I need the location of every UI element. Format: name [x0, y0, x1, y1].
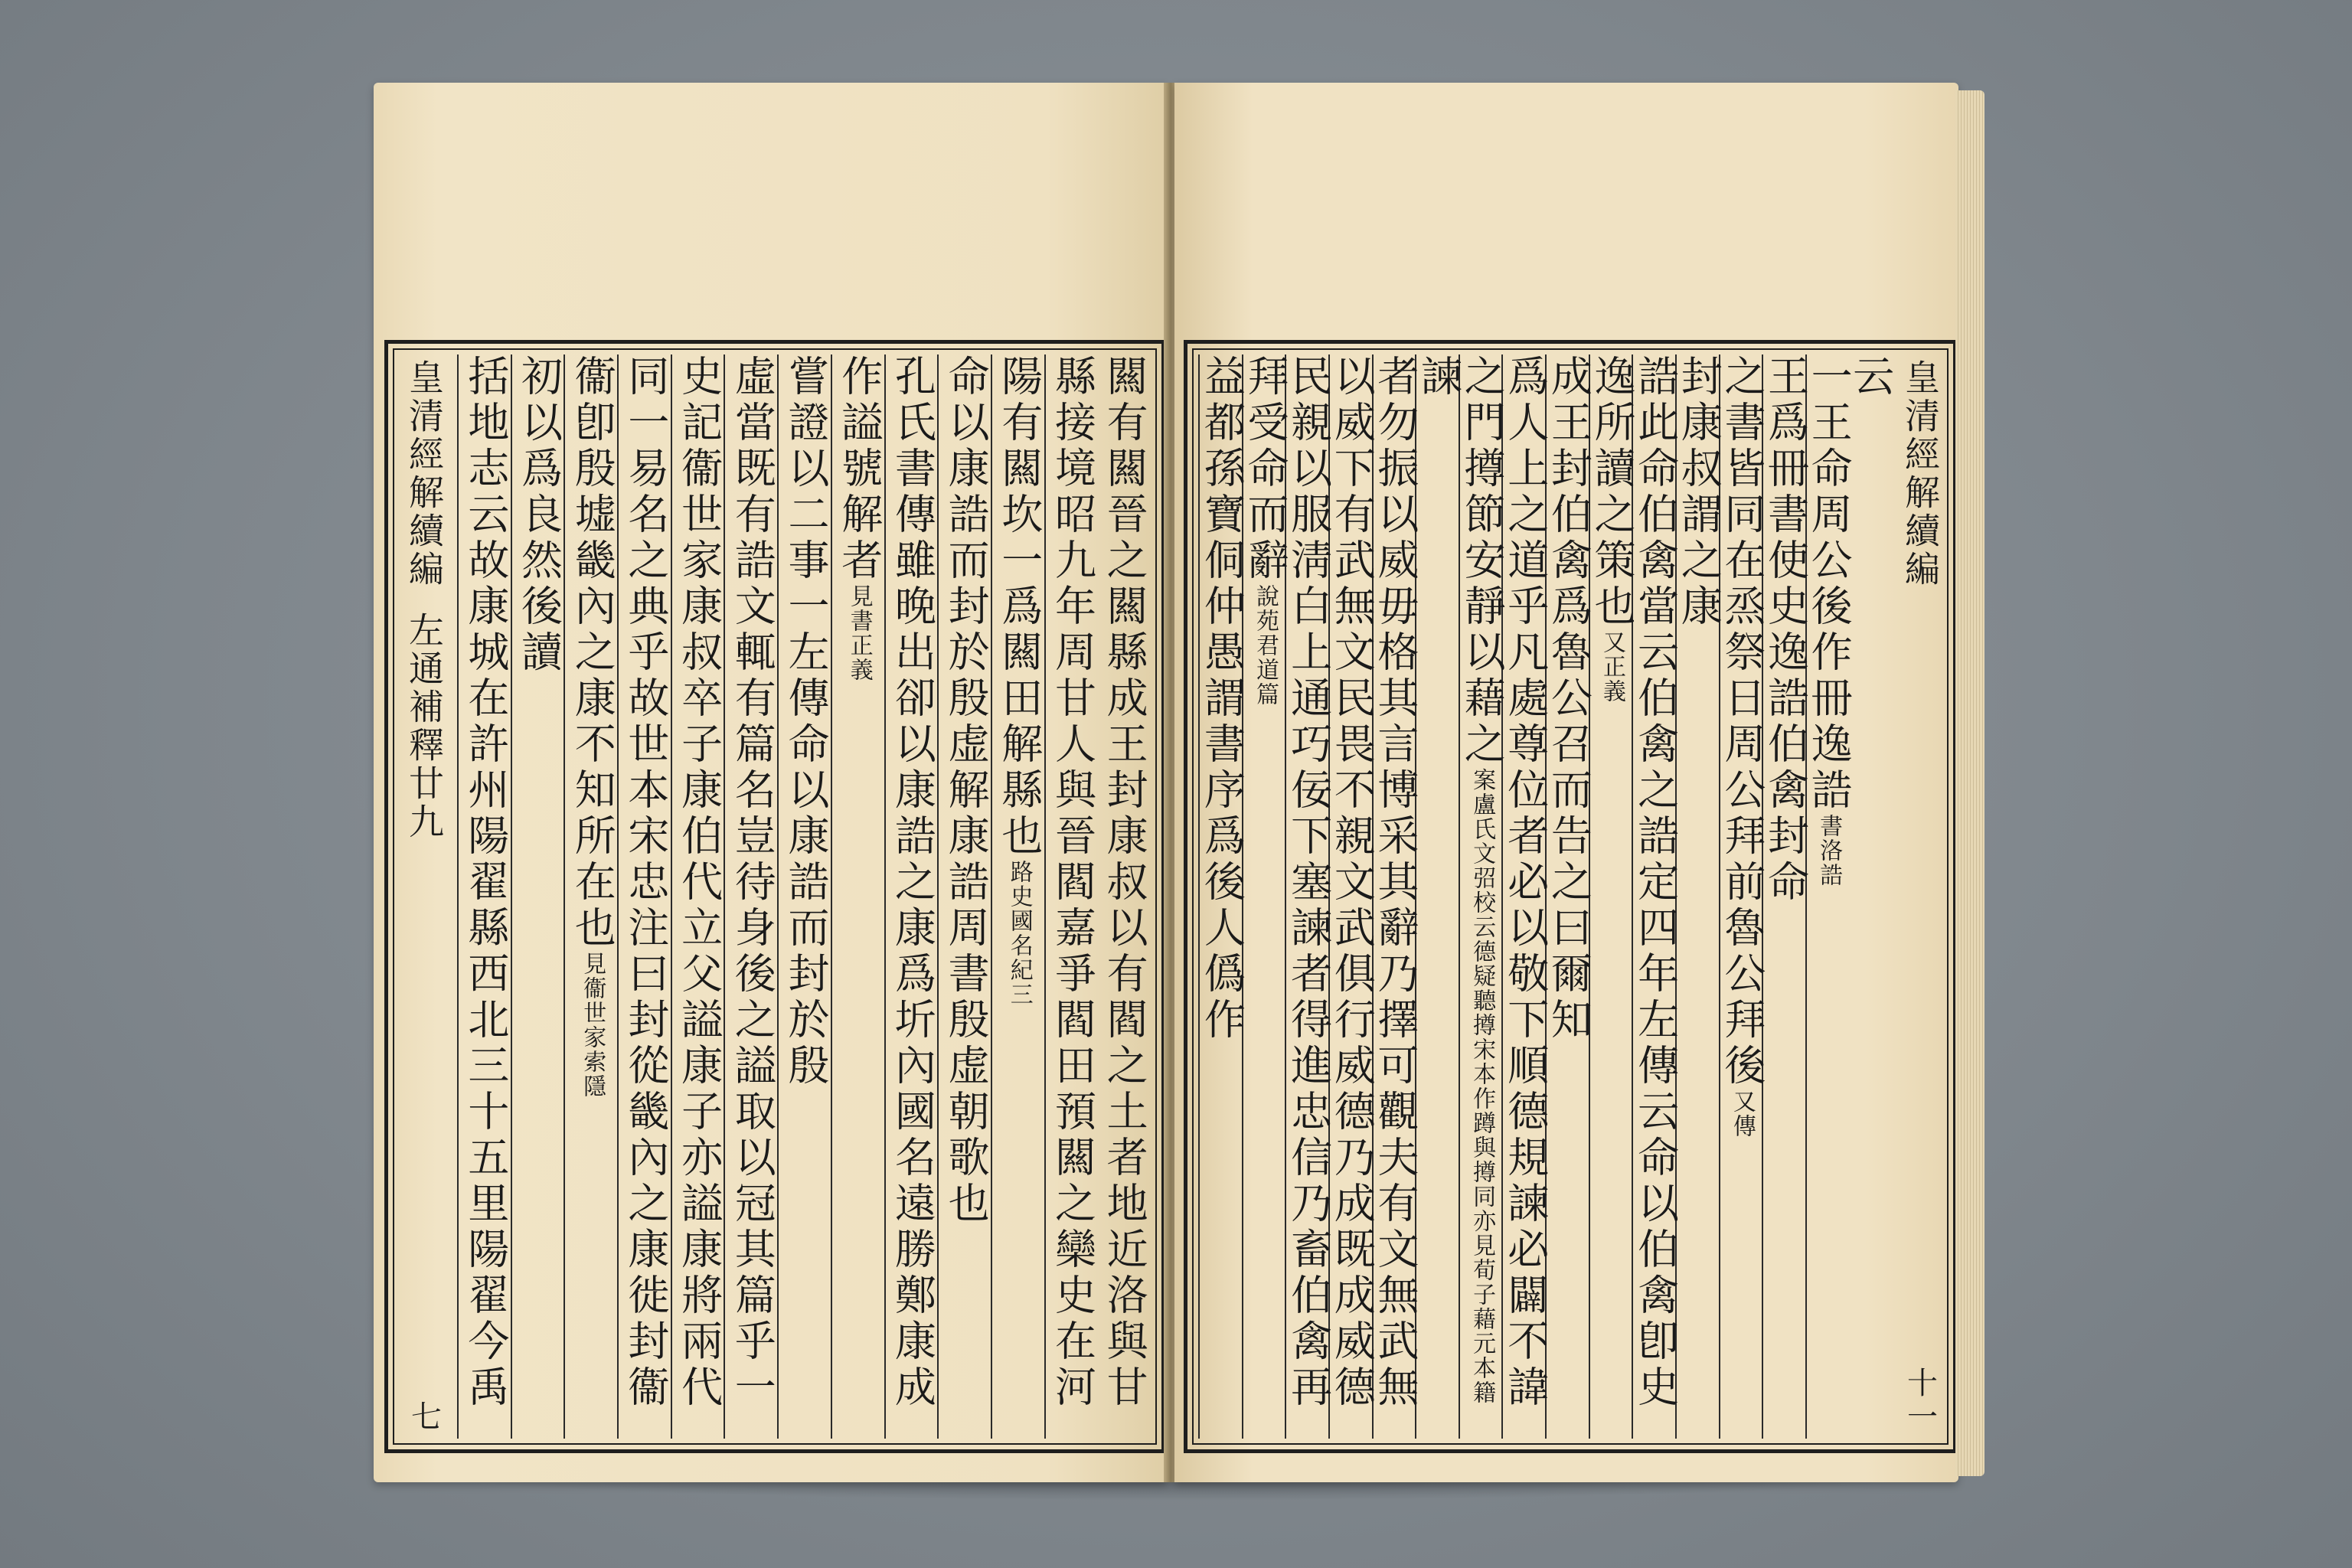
text-column [1631, 354, 1680, 1439]
column-text: 益都孫寶侗仲愚謂書序爲後人僞作 [1197, 354, 1246, 1044]
text-column [724, 354, 779, 1439]
text-column [1846, 354, 1895, 1439]
text-column [1501, 354, 1550, 1439]
column-text: 之門撙節安靜以藉之 [1458, 354, 1507, 768]
column-text: 云 [1846, 354, 1895, 400]
page-edges [1955, 90, 1984, 1476]
column-text: 誥此命伯禽當云伯禽之誥定四年左傳云命以伯禽卽史 [1631, 354, 1680, 1411]
left-banner-subtitle: 左通補釋廿九 [403, 612, 445, 841]
text-column [1719, 354, 1764, 1439]
right-banner [1895, 359, 1945, 1434]
text-column [1372, 354, 1417, 1439]
right-banner-title: 皇清經解續編 [1900, 359, 1941, 589]
text-column [1544, 354, 1593, 1439]
column-text: 命以康誥而封於殷虚解康誥周書殷虚朝歌也 [942, 354, 991, 1227]
text-column [1458, 354, 1507, 1439]
text-column [1805, 354, 1854, 1439]
column-text: 者勿振以威毋格其言博采其辭乃擇可觀夫有文無武無 [1370, 354, 1419, 1411]
column-text: 括地志云故康城在許州陽翟縣西北三十五里陽翟今禹 [461, 354, 510, 1411]
column-annotation: 又正義 [1598, 630, 1625, 704]
text-column [1242, 354, 1287, 1439]
left-page-number: 七 [406, 1400, 442, 1434]
text-column [564, 354, 619, 1439]
column-text: 孔氏書傳雖晚出卻以康誥之康爲圻內國名遠勝鄭康成 [888, 354, 937, 1411]
text-column [671, 354, 726, 1439]
column-text: 嘗證以二事一左傳命以康誥而封於殷 [781, 354, 830, 1089]
left-page [374, 83, 1167, 1482]
left-banner [399, 359, 449, 1434]
text-column [457, 354, 512, 1439]
text-column [511, 354, 566, 1439]
open-book [374, 83, 1984, 1482]
text-column [831, 354, 886, 1439]
right-page [1174, 83, 1958, 1482]
left-columns [457, 344, 1151, 1449]
text-column [1674, 354, 1723, 1439]
text-column [1197, 354, 1246, 1439]
column-text: 以威下有武無文民畏不親文武俱行威德乃成既成威德 [1328, 354, 1377, 1411]
text-column [1044, 354, 1099, 1439]
column-text: 同一易名之典乎故世本宋忠注曰封從畿內之康徙封衞 [621, 354, 670, 1411]
column-annotation: 說苑君道篇 [1251, 584, 1279, 707]
text-column [991, 354, 1046, 1439]
column-annotation: 案盧氏文弨校云德疑聽撙宋本作蹲與撙同亦見荀子藉元本籍 [1468, 768, 1496, 1405]
column-text: 闗有闗晉之闗縣成王封康叔以有閻之土者地近洛與甘 [1100, 354, 1149, 1411]
text-column [1589, 354, 1634, 1439]
column-text: 諫 [1414, 354, 1463, 400]
column-annotation: 路史國名紀三 [1005, 860, 1033, 1007]
column-text: 衞卽殷墟畿內之康不知所在也 [568, 354, 617, 952]
text-column [1761, 354, 1810, 1439]
text-column [937, 354, 992, 1439]
column-text: 之書皆同在烝祭日周公拜前魯公拜後 [1717, 354, 1766, 1089]
column-text: 拜受命而辭 [1240, 354, 1289, 584]
column-text: 史記衞世家康叔卒子康伯代立父謚康子亦謚康將兩代 [675, 354, 724, 1411]
left-text-frame [384, 340, 1165, 1453]
column-annotation: 見書正義 [845, 584, 873, 682]
right-columns [1197, 344, 1895, 1449]
column-text: 逸所讀之策也 [1587, 354, 1636, 630]
text-column [617, 354, 672, 1439]
column-text: 一王命周公後作冊逸誥 [1805, 354, 1854, 814]
text-column [884, 354, 939, 1439]
column-text: 陽有闗坎一爲闗田解縣也 [995, 354, 1044, 860]
right-text-frame [1184, 340, 1957, 1453]
left-banner-title: 皇清經解續編 [403, 359, 445, 589]
text-column [1328, 354, 1377, 1439]
column-text: 縣接境昭九年周甘人與晉閻嘉爭閻田預闗之欒史在河 [1048, 354, 1097, 1411]
text-column [1097, 354, 1151, 1439]
column-text: 初以爲良然後讀 [514, 354, 564, 676]
column-text: 作謚號解者 [835, 354, 884, 584]
column-annotation: 見衞世家索隱 [579, 952, 606, 1099]
column-text: 爲人上之道乎凡處尊位者必以敬下順德規諫必闢不諱 [1501, 354, 1550, 1411]
column-text: 王爲冊書使史逸誥伯禽封命 [1761, 354, 1810, 906]
column-annotation: 又傳 [1728, 1089, 1756, 1138]
column-text: 封康叔謂之康 [1674, 354, 1723, 630]
column-text: 民親以服淸白上通巧佞下塞諫者得進忠信乃畜伯禽再 [1284, 354, 1333, 1411]
text-column [1284, 354, 1333, 1439]
text-column [777, 354, 832, 1439]
column-annotation: 書洛誥 [1815, 814, 1843, 887]
column-text: 虛當既有誥文輒有篇名豈待身後之謚取以冠其篇乎一 [728, 354, 777, 1411]
right-page-number: 十一 [1902, 1367, 1938, 1434]
text-column [1414, 354, 1463, 1439]
column-text: 成王封伯禽爲魯公召而告之曰爾知 [1544, 354, 1593, 1044]
